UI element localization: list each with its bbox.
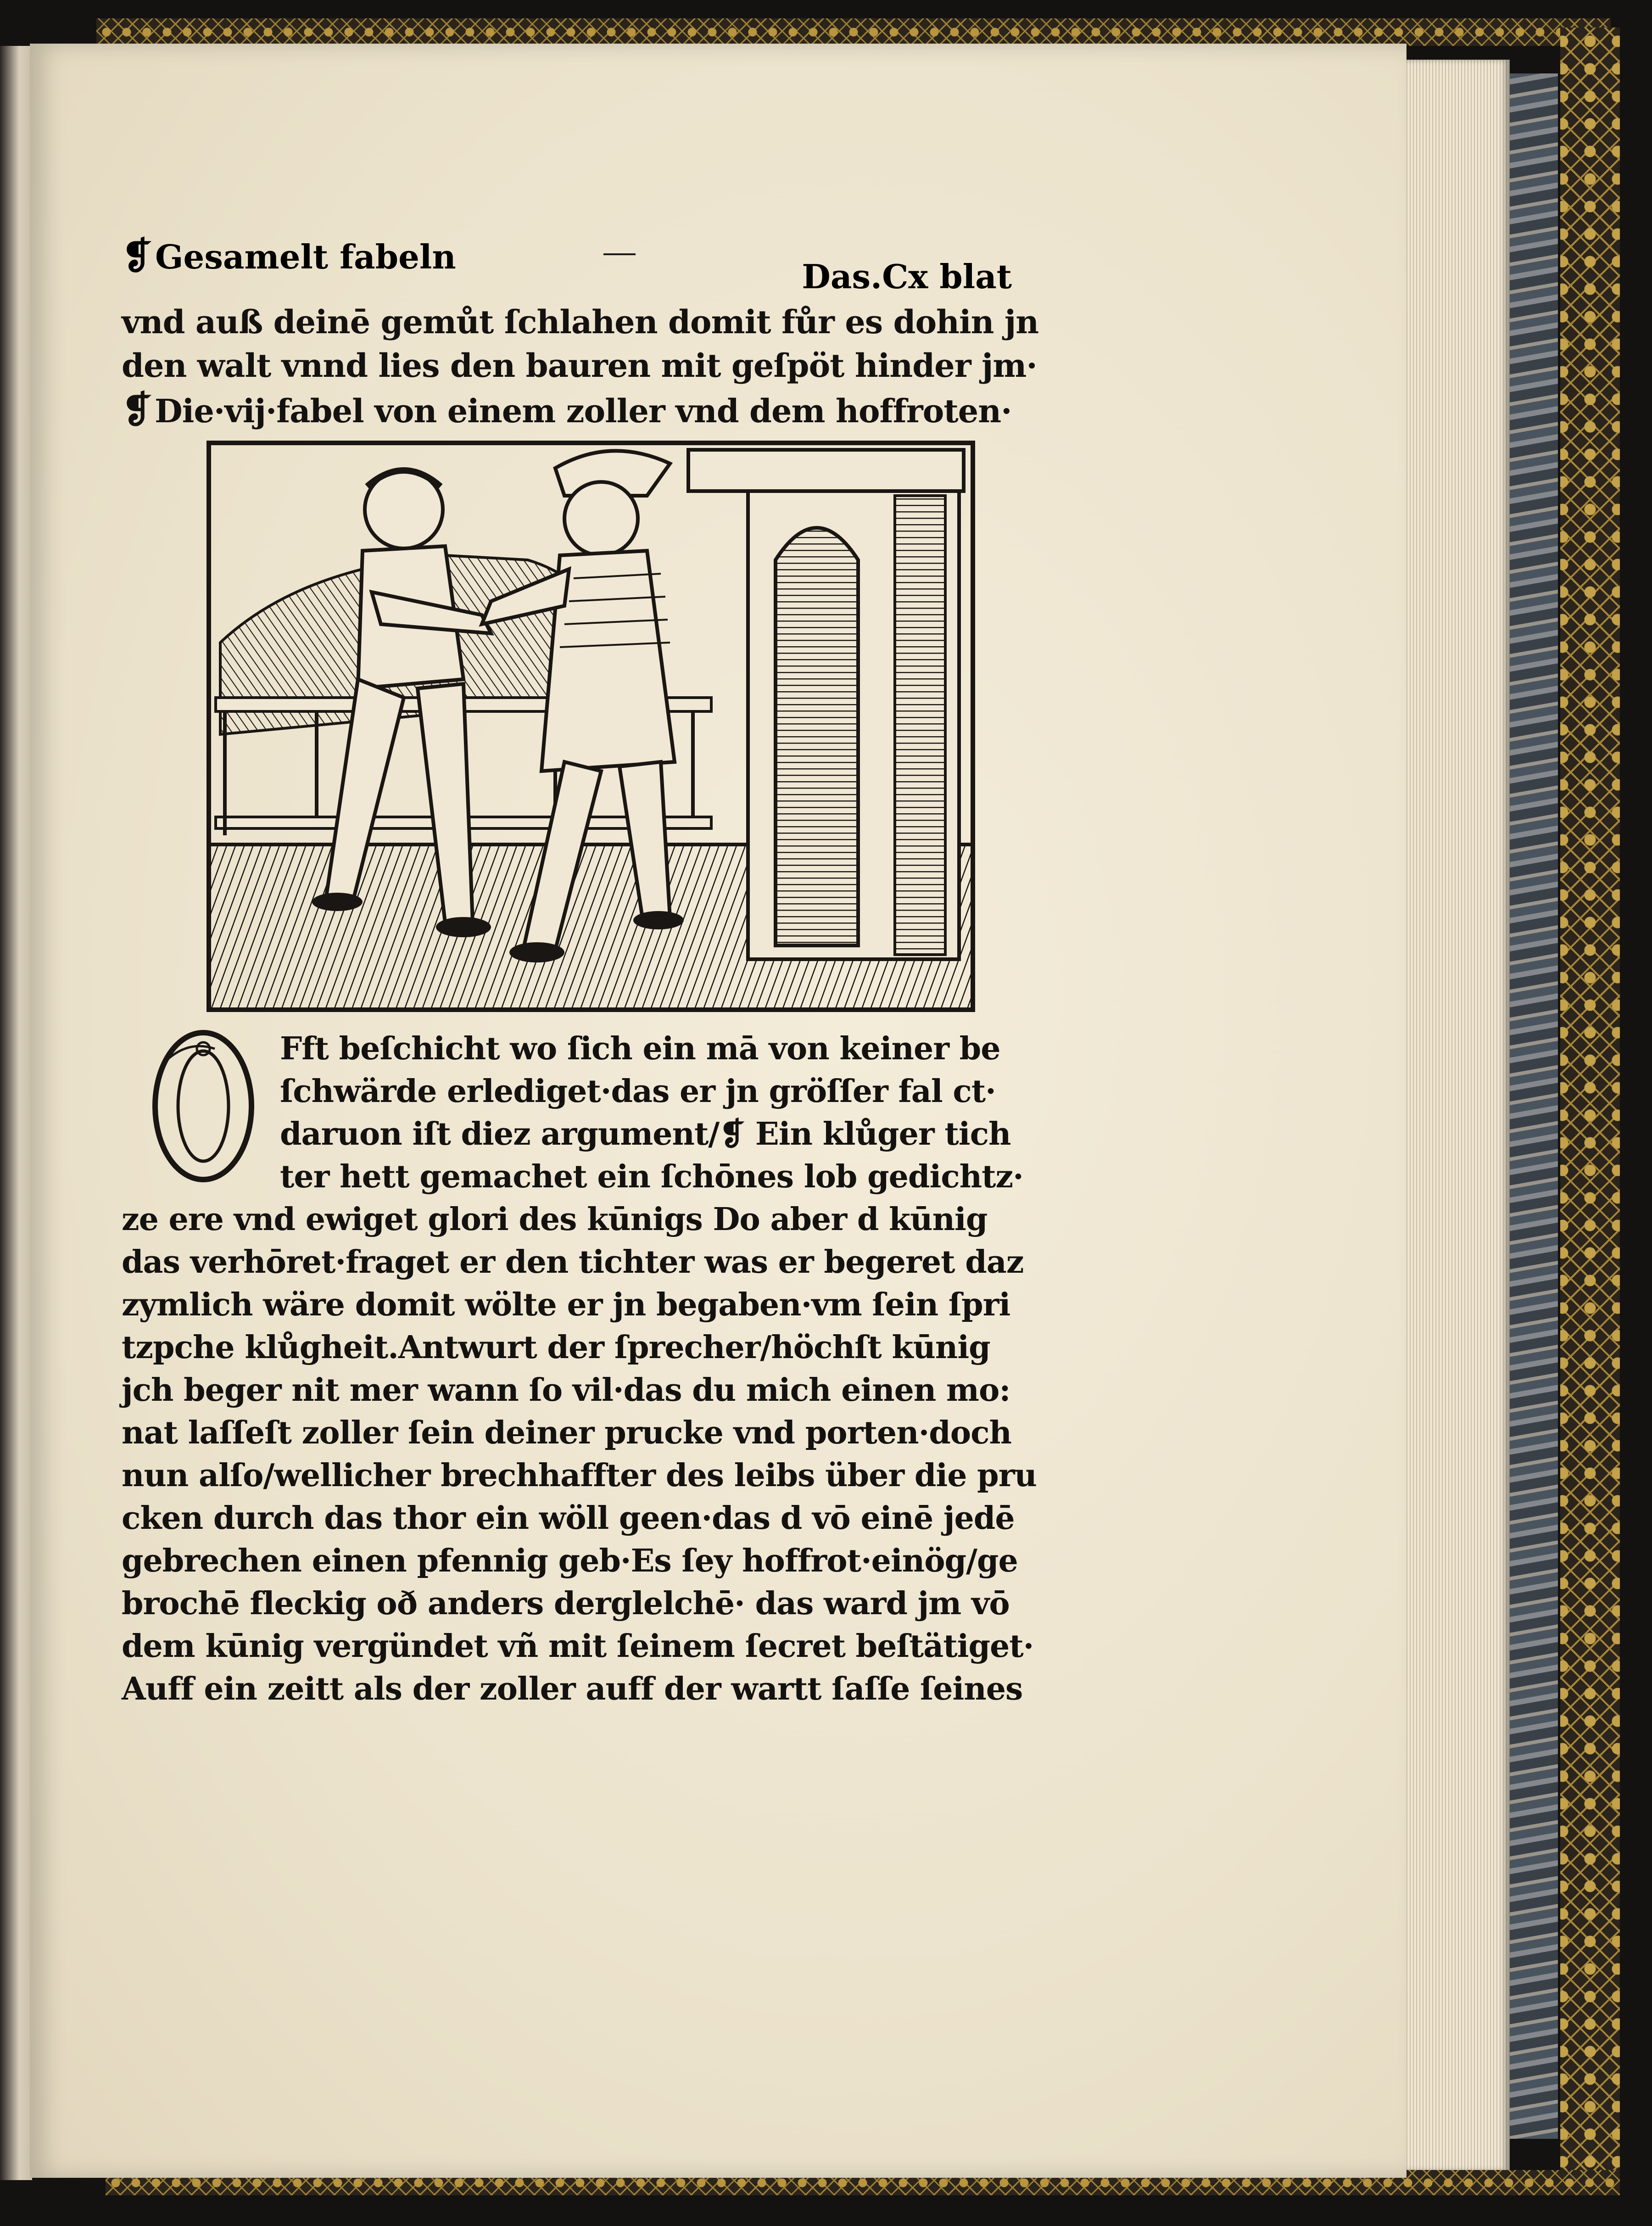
folio-number: Das.Cx blat [802, 257, 1012, 296]
text-line: cken durch das thor ein wöll geen·das d vō einē jedē [122, 1500, 1015, 1537]
text-line: jch beger nit mer wann ſo vil·das du mich einen mo: [122, 1372, 1010, 1409]
text-line: vnd auß deinē gemůt ſchlahen domit fůr es dohin jn [122, 303, 1039, 341]
drop-cap-letter: O [203, 1109, 207, 1114]
text-line: gebrechen einen pfennig geb·Es ſey hoffrot·einög/ge [122, 1543, 1018, 1579]
text-line: brochē fleckig oð anders derglelchē· das ward jm vō [122, 1585, 1010, 1622]
pilcrow-icon: ❡ [122, 388, 152, 431]
text-line: nat laſſeſt zoller ſein deiner prucke vnd porten·doch [122, 1415, 1011, 1451]
pilcrow-icon: ❡ [122, 234, 153, 277]
text-line: tzpche klůgheit.Antwurt der ſprecher/höchſt kūnig [122, 1329, 990, 1366]
gilt-side-border [1560, 28, 1620, 2185]
text-line: ter hett gemachet ein ſchōnes lob gedichtz· [280, 1158, 1023, 1195]
text-line: zymlich wäre domit wölte er jn begaben·vm ſein ſpri [122, 1286, 1010, 1323]
fable-heading [122, 388, 1011, 431]
running-head [122, 234, 1012, 296]
text-line: den walt vnnd lies den bauren mit geſpöt hinder jm· [122, 347, 1037, 385]
body-text [122, 1030, 1037, 1713]
text-line: daruon iſt diez argument/❡ Ein klůger tich [280, 1116, 1011, 1152]
text-line: nun alſo/wellicher brechhaffter des leibs über die pru [122, 1457, 1037, 1494]
page-edges [1404, 60, 1510, 2171]
text-line: das verhōret·fraget er den tichter was er begeret daz [122, 1244, 1024, 1281]
running-head-left [122, 234, 456, 277]
text-line: Fft beſchicht wo ſich ein mā von keiner be [280, 1030, 1000, 1067]
running-head-title: Gesamelt fabeln [155, 237, 456, 276]
woodcut-illustration-icon [206, 441, 975, 1012]
fable-heading-text: Die·vij·fabel von einem zoller vnd dem hoffroten· [155, 392, 1012, 430]
head-dash [603, 253, 636, 255]
text-line: dem kūnig vergündet vñ mit ſeinem ſecret beſtätiget· [122, 1628, 1034, 1665]
text-line: ſchwärde erlediget·das er jn gröſſer fal ct· [280, 1073, 996, 1110]
text-line: ze ere vnd ewiget glori des kūnigs Do aber d kūnig [122, 1201, 988, 1238]
left-page-edge [0, 46, 32, 2180]
gilt-top-border [96, 18, 1611, 46]
text-line: Auff ein zeitt als der zoller auff der wartt ſaſſe ſeines [122, 1671, 1023, 1707]
